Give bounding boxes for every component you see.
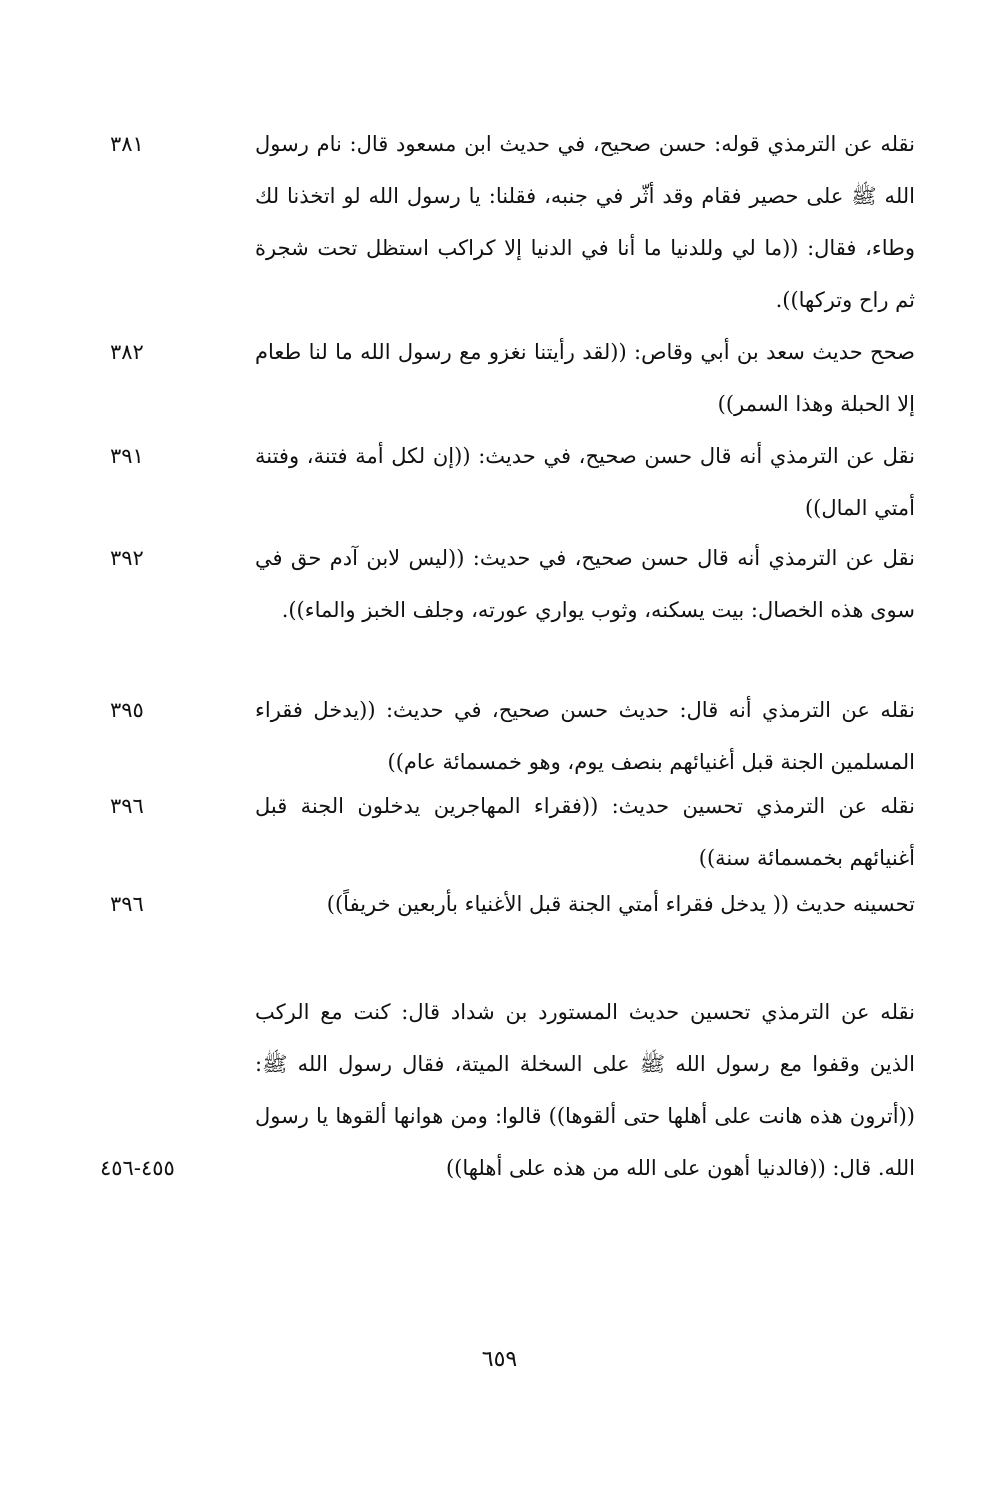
- entry-page-ref: ٣٩٦: [110, 794, 144, 818]
- entry-page-ref: ٣٩٢: [110, 546, 144, 570]
- entry-page-ref: ٣٨١: [110, 132, 144, 156]
- entry-text: نقل عن الترمذي أنه قال حسن صحيح، في حديث: ((ليس لابن آدم حق في سوى هذه الخصال: بيت يسكنه، وثوب يواري عورته، وجلف الخبز والماء)).: [255, 546, 915, 622]
- entry-page-ref: ٣٩٥: [110, 698, 144, 722]
- entry-text: نقله عن الترمذي أنه قال: حديث حسن صحيح، في حديث: ((يدخل فقراء المسلمين الجنة قبل أغنيائهم بنصف يوم، وهو خمسمائة عام)): [255, 698, 915, 774]
- entry-page-ref: ٣٩١: [110, 444, 144, 468]
- entry-page-ref: ٤٥٥-٤٥٦: [100, 1156, 175, 1180]
- entry-text: نقله عن الترمذي تحسين حديث المستورد بن شداد قال: كنت مع الركب الذين وقفوا مع رسول الله ﷺ على السخلة الميتة، فقال رسول الله ﷺ: ((أترون هذه هانت على أهلها حتى ألقوها)) قالوا: ومن هوانها ألقوها يا رسول الله. قال: ((فالدنيا أهون على الله من هذه على أهلها)): [255, 1000, 915, 1180]
- page-number: ٦٥٩: [481, 1347, 518, 1372]
- entry-text: نقله عن الترمذي تحسين حديث: ((فقراء المهاجرين يدخلون الجنة قبل أغنيائهم بخمسمائة سنة)): [255, 794, 915, 870]
- entry-page-ref: ٣٩٦: [110, 892, 144, 916]
- entry-text: نقل عن الترمذي أنه قال حسن صحيح، في حديث: ((إن لكل أمة فتنة، وفتنة أمتي المال)): [255, 444, 915, 520]
- entry-page-ref: ٣٨٢: [110, 340, 144, 364]
- entry-text: تحسينه حديث (( يدخل فقراء أمتي الجنة قبل الأغنياء بأربعين خريفاً)): [326, 892, 915, 916]
- entry-text: صحح حديث سعد بن أبي وقاص: ((لقد رأيتنا نغزو مع رسول الله ما لنا طعام إلا الحبلة وهذا السمر)): [255, 340, 915, 416]
- entry-text: نقله عن الترمذي قوله: حسن صحيح، في حديث ابن مسعود قال: نام رسول الله ﷺ على حصير فقام وقد أثّر في جنبه، فقلنا: يا رسول الله لو اتخذنا لك وطاء، فقال: ((ما لي وللدنيا ما أنا في الدنيا إلا كراكب استظل تحت شجرة ثم راح وتركها)).: [255, 132, 915, 312]
